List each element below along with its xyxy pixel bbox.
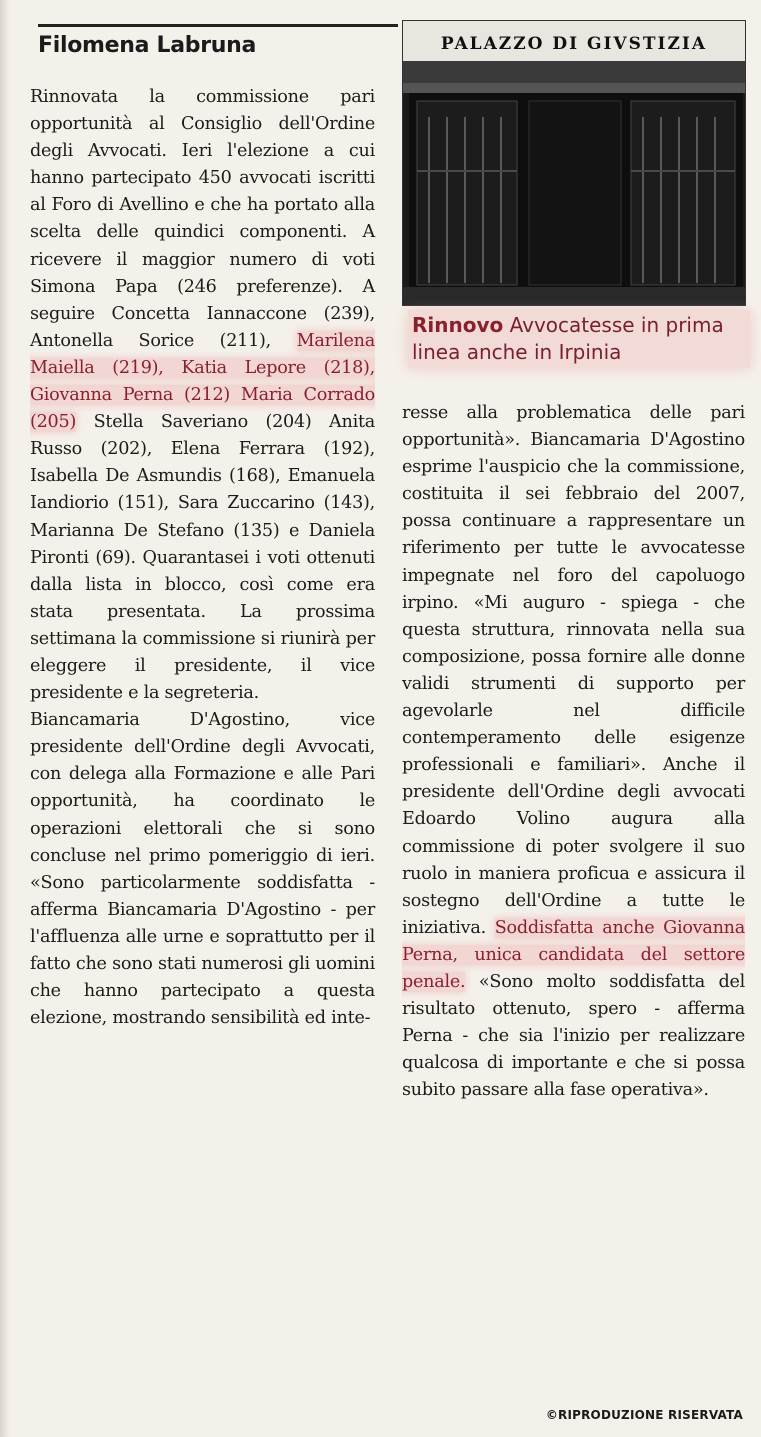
photo-illustration <box>403 21 745 305</box>
paper-edge <box>0 0 10 1437</box>
article-column-left <box>30 84 375 1032</box>
article-paragraph <box>30 84 375 707</box>
article-paragraph <box>402 400 745 1104</box>
caption-text: Avvocatesse in prima linea anche in Irpinia <box>412 313 724 364</box>
copyright-notice: ©RIPRODUZIONE RISERVATA <box>545 1408 743 1422</box>
article-text: Stella Saveriano (204) Anita Russo (202), Elena Ferrara (192), Isabella De Asmundis (168), Emanuela Iandiorio (151), Sara Zuccarino (143), Marianna De Stefano (135) e Daniela Pironti (69). Quarantasei i voti ottenuti dalla lista in blocco, così come era stata presentata. La prossima settimana la commissione si riunirà per eleggere il presidente, il vice presidente e la segreteria. <box>30 412 376 704</box>
article-text: Rinnovata la commissione pari opportunità al Consiglio dell'Ordine degli Avvocati. Ieri l'elezione a cui hanno partecipato 450 avvocati iscritti al Foro di Avellino e che ha portato alla scelta delle quindici componenti. A ricevere il maggior numero di voti Simona Papa (246 preferenze). A seguire Concetta Iannaccone (239), Antonella Sorice (211), <box>30 87 375 351</box>
article-paragraph: Biancamaria D'Agostino, vice presidente dell'Ordine degli Avvocati, con delega alla Formazione e alle Pari opportunità, ha coordinato le operazioni elettorali che si sono concluse nel primo pomeriggio di ieri. «Sono particolarmente soddisfatta - afferma Biancamaria D'Agostino - per l'affluenza alle urne e soprattutto per il fatto che sono stati numerosi gli uomini che hanno partecipato a questa elezione, mostrando sensibilità ed inte- <box>30 710 375 1029</box>
building-sign-text: PALAZZO DI GIVSTIZIA <box>440 34 708 54</box>
article-text: «Sono molto soddisfatta del risultato ottenuto, spero - afferma Perna - che sia l'inizio per realizzare qualcosa di importante e che si possa subito passare alla fase operativa». <box>402 971 745 1101</box>
photo-palazzo-di-giustizia <box>402 20 746 306</box>
article-column-right <box>402 400 745 1104</box>
caption-kicker: Rinnovo <box>412 313 504 337</box>
highlighted-sentence: Soddisfatta anche Giovanna Perna, unica candidata del settore penale. <box>402 917 746 992</box>
article-text: resse alla problematica delle pari opportunità». Biancamaria D'Agostino esprime l'auspicio che la commissione, costituita il sei febbraio del 2007, possa continuare a rappresentare un riferimento per tutte le avvocatesse impegnate nel foro del capoluogo irpino. «Mi auguro - spiega - che questa struttura, rinnovata nella sua composizione, possa fornire alle donne validi strumenti di supporto per agevolarle nel difficile contemperamento delle esigenze professionali e familiari». Anche il presidente dell'Ordine degli avvocati Edoardo Volino augura alla commissione di poter svolgere il suo ruolo in maniera proficua e assicura il sostegno dell'Ordine a tutte le iniziativa. <box>402 403 745 938</box>
author-byline: Filomena Labruna <box>38 24 398 58</box>
highlighted-names: Marilena Maiella (219), Katia Lepore (218), Giovanna Perna (212) Maria Corrado (205) <box>30 330 375 433</box>
photo-caption <box>408 310 750 368</box>
